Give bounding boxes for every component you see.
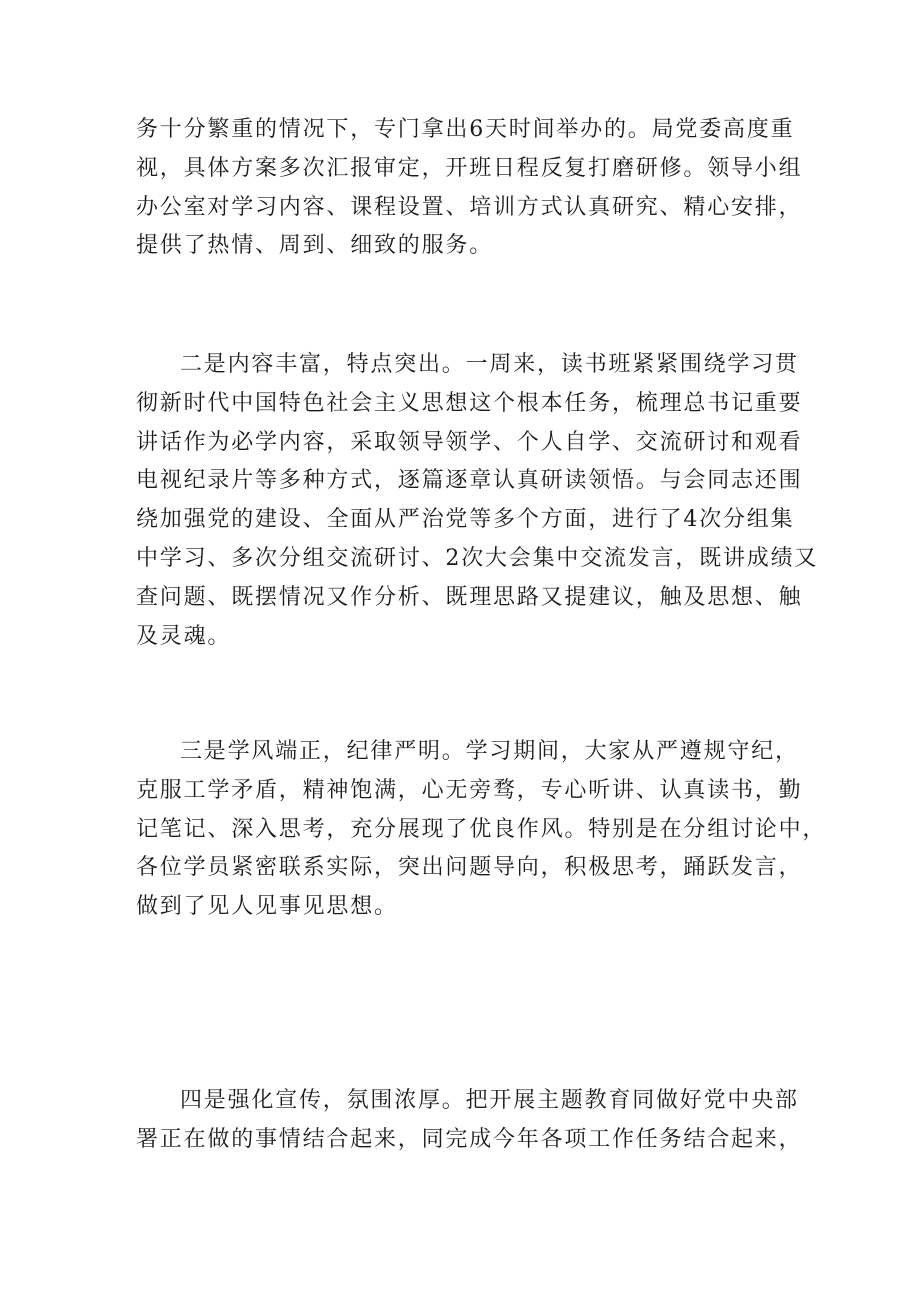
text-line: 中学习、多次分组交流研讨、2次大会集中交流发言，既讲成绩又 [136, 545, 819, 571]
text-line: 三是学风端正，纪律严明。学习期间，大家从严遵规守纪， [180, 739, 799, 764]
text-line: 视，具体方案多次汇报审定，开班日程反复打磨研修。领导小组 [136, 155, 803, 181]
text-line: 绕加强党的建设、全面从严治党等多个方面，进行了4次分组集 [136, 507, 795, 533]
text-line: 务十分繁重的情况下，专门拿出6天时间举办的。局党委高度重 [136, 117, 795, 142]
text-line: 做到了见人见事见思想。 [136, 894, 398, 920]
text-line: 提供了热情、周到、细致的服务。 [136, 233, 494, 259]
text-line: 及灵魂。 [136, 623, 232, 649]
paragraph-2 [136, 346, 819, 656]
text-line: 查问题、既摆情况又作分析、既理思路又提建议，触及思想、触 [136, 584, 803, 610]
text-line: 二是内容丰富，特点突出。一周来，读书班紧紧围绕学习贯 [180, 352, 799, 377]
paragraph-4 [136, 1082, 803, 1160]
text-line: 各位学员紧密联系实际，突出问题导向，积极思考，踊跃发言， [136, 855, 803, 881]
text-line: 署正在做的事情结合起来，同完成今年各项工作任务结合起来， [136, 1126, 803, 1152]
text-line: 电视纪录片等多种方式，逐篇逐章认真研读领悟。与会同志还围 [136, 468, 803, 494]
paragraph-3 [136, 733, 827, 927]
text-line: 四是强化宣传，氛围浓厚。把开展主题教育同做好党中央部 [180, 1088, 799, 1113]
text-line: 办公室对学习内容、课程设置、培训方式认真研究、精心安排， [136, 194, 803, 220]
text-line: 克服工学矛盾，精神饱满，心无旁骛，专心听讲、认真读书，勤 [136, 777, 803, 803]
text-line: 讲话作为必学内容，采取领导领学、个人自学、交流研讨和观看 [136, 429, 803, 455]
text-line: 记笔记、深入思考，充分展现了优良作风。特别是在分组讨论中， [136, 816, 827, 842]
paragraph-1 [136, 111, 803, 266]
text-line: 彻新时代中国特色社会主义思想这个根本任务，梳理总书记重要 [136, 390, 803, 416]
